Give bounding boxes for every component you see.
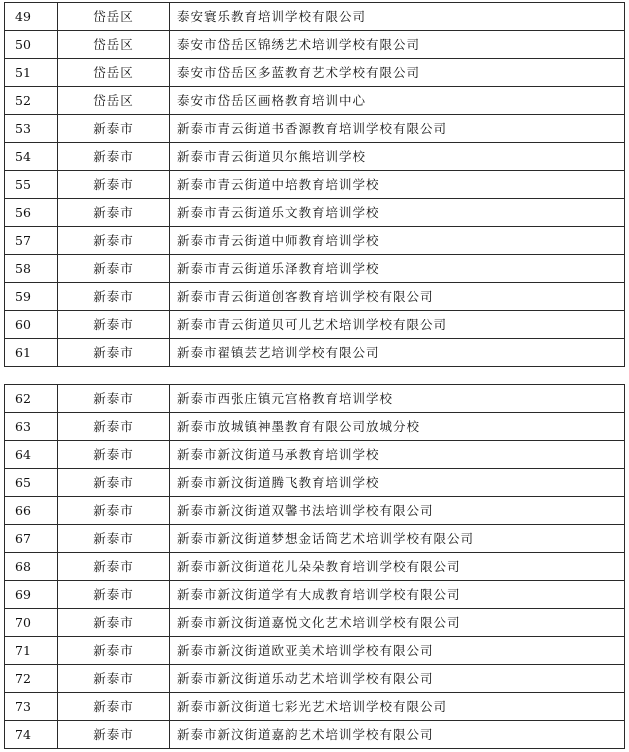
district-cell: 新泰市 [58,255,170,283]
table-row [5,637,625,665]
table-row [5,115,625,143]
table-row [5,339,625,367]
row-number-cell: 52 [5,87,58,115]
row-number-cell: 69 [5,581,58,609]
table-row [5,441,625,469]
school-name-cell: 新泰市青云街道中师教育培训学校 [170,227,625,255]
row-number-cell: 49 [5,3,58,31]
table-row [5,581,625,609]
table-row [5,143,625,171]
table-row [5,553,625,581]
row-number-cell: 63 [5,413,58,441]
row-number-cell: 51 [5,59,58,87]
school-name-cell: 新泰市新汶街道梦想金话筒艺术培训学校有限公司 [170,525,625,553]
table-row [5,469,625,497]
school-name-cell: 新泰市新汶街道嘉悦文化艺术培训学校有限公司 [170,609,625,637]
row-number-cell: 50 [5,31,58,59]
school-name-cell: 新泰市新汶街道马承教育培训学校 [170,441,625,469]
district-cell: 新泰市 [58,199,170,227]
district-cell: 新泰市 [58,385,170,413]
school-name-cell: 新泰市新汶街道嘉韵艺术培训学校有限公司 [170,721,625,749]
school-name-cell: 新泰市放城镇神墨教育有限公司放城分校 [170,413,625,441]
table-row [5,31,625,59]
schools-table-bottom [4,384,625,749]
table-row [5,413,625,441]
row-number-cell: 54 [5,143,58,171]
table-row [5,311,625,339]
district-cell: 新泰市 [58,581,170,609]
row-number-cell: 55 [5,171,58,199]
district-cell: 新泰市 [58,637,170,665]
table-row [5,59,625,87]
school-name-cell: 新泰市新汶街道七彩光艺术培训学校有限公司 [170,693,625,721]
district-cell: 岱岳区 [58,3,170,31]
row-number-cell: 58 [5,255,58,283]
table-row [5,87,625,115]
school-name-cell: 新泰市新汶街道花儿朵朵教育培训学校有限公司 [170,553,625,581]
school-name-cell: 新泰市青云街道贝可儿艺术培训学校有限公司 [170,311,625,339]
school-name-cell: 新泰市新汶街道乐动艺术培训学校有限公司 [170,665,625,693]
school-name-cell: 泰安市岱岳区多蓝教育艺术学校有限公司 [170,59,625,87]
district-cell: 岱岳区 [58,31,170,59]
district-cell: 新泰市 [58,441,170,469]
school-name-cell: 泰安市岱岳区画格教育培训中心 [170,87,625,115]
district-cell: 新泰市 [58,721,170,749]
table-row [5,171,625,199]
table-row [5,199,625,227]
table-row [5,665,625,693]
row-number-cell: 53 [5,115,58,143]
district-cell: 新泰市 [58,339,170,367]
row-number-cell: 68 [5,553,58,581]
row-number-cell: 74 [5,721,58,749]
school-name-cell: 新泰市青云街道创客教育培训学校有限公司 [170,283,625,311]
row-number-cell: 71 [5,637,58,665]
school-name-cell: 新泰市青云街道贝尔熊培训学校 [170,143,625,171]
school-name-cell: 新泰市新汶街道欧亚美术培训学校有限公司 [170,637,625,665]
district-cell: 新泰市 [58,525,170,553]
row-number-cell: 73 [5,693,58,721]
district-cell: 新泰市 [58,227,170,255]
table-row [5,721,625,749]
schools-table-top [4,2,625,367]
table-row [5,255,625,283]
district-cell: 新泰市 [58,553,170,581]
row-number-cell: 56 [5,199,58,227]
row-number-cell: 66 [5,497,58,525]
row-number-cell: 67 [5,525,58,553]
table-row [5,609,625,637]
school-name-cell: 新泰市翟镇芸艺培训学校有限公司 [170,339,625,367]
row-number-cell: 70 [5,609,58,637]
district-cell: 新泰市 [58,665,170,693]
school-name-cell: 新泰市青云街道书香源教育培训学校有限公司 [170,115,625,143]
district-cell: 岱岳区 [58,59,170,87]
district-cell: 新泰市 [58,283,170,311]
schools-table-bottom-body [5,385,625,749]
district-cell: 新泰市 [58,497,170,525]
row-number-cell: 57 [5,227,58,255]
row-number-cell: 64 [5,441,58,469]
school-name-cell: 新泰市新汶街道双馨书法培训学校有限公司 [170,497,625,525]
district-cell: 新泰市 [58,413,170,441]
school-name-cell: 新泰市青云街道乐文教育培训学校 [170,199,625,227]
school-name-cell: 泰安寰乐教育培训学校有限公司 [170,3,625,31]
row-number-cell: 65 [5,469,58,497]
table-row [5,497,625,525]
table-row [5,385,625,413]
row-number-cell: 60 [5,311,58,339]
district-cell: 新泰市 [58,609,170,637]
table-row [5,693,625,721]
school-name-cell: 新泰市西张庄镇元宫格教育培训学校 [170,385,625,413]
district-cell: 新泰市 [58,171,170,199]
district-cell: 新泰市 [58,693,170,721]
schools-table-top-body [5,3,625,367]
district-cell: 新泰市 [58,469,170,497]
row-number-cell: 62 [5,385,58,413]
row-number-cell: 61 [5,339,58,367]
school-name-cell: 新泰市新汶街道学有大成教育培训学校有限公司 [170,581,625,609]
row-number-cell: 72 [5,665,58,693]
school-name-cell: 新泰市青云街道乐泽教育培训学校 [170,255,625,283]
table-row [5,227,625,255]
district-cell: 新泰市 [58,311,170,339]
school-name-cell: 泰安市岱岳区锦绣艺术培训学校有限公司 [170,31,625,59]
school-name-cell: 新泰市青云街道中培教育培训学校 [170,171,625,199]
school-name-cell: 新泰市新汶街道腾飞教育培训学校 [170,469,625,497]
table-row [5,283,625,311]
table-row [5,525,625,553]
district-cell: 新泰市 [58,115,170,143]
district-cell: 新泰市 [58,143,170,171]
table-row [5,3,625,31]
row-number-cell: 59 [5,283,58,311]
district-cell: 岱岳区 [58,87,170,115]
